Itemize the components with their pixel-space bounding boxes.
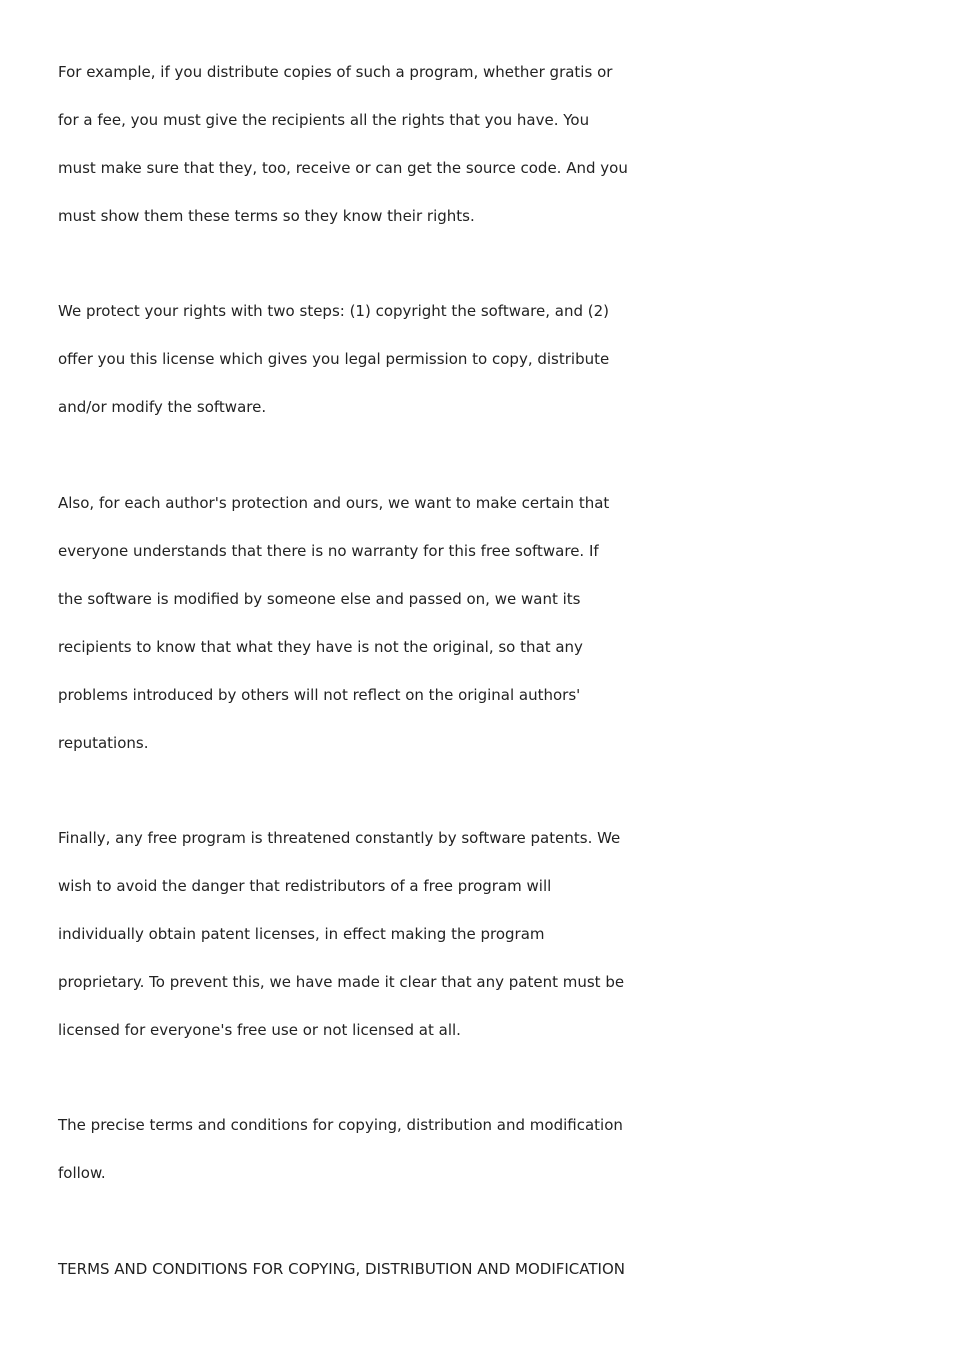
text-line: follow. <box>58 1164 106 1182</box>
text-line: recipients to know that what they have is not the original, so that any <box>58 638 583 656</box>
text-line: reputations. <box>58 734 149 752</box>
text-line: problems introduced by others will not reflect on the original authors' <box>58 686 581 704</box>
text-line: offer you this license which gives you legal permission to copy, distribute <box>58 350 610 368</box>
paragraph-precise-terms <box>58 1101 678 1197</box>
text-line: must show them these terms so they know their rights. <box>58 207 475 225</box>
text-line: wish to avoid the danger that redistributors of a free program will <box>58 877 552 895</box>
section-heading-terms-and-conditions <box>58 1245 678 1293</box>
text-line: the software is modified by someone else and passed on, we want its <box>58 590 581 608</box>
paragraph-software-patents <box>58 814 678 1054</box>
text-line: for a fee, you must give the recipients all the rights that you have. You <box>58 111 590 129</box>
text-line: must make sure that they, too, receive or can get the source code. And you <box>58 159 628 177</box>
paragraph-distribution-rights <box>58 48 678 240</box>
paragraph-no-warranty <box>58 479 678 767</box>
text-line: and/or modify the software. <box>58 398 267 416</box>
text-line: For example, if you distribute copies of such a program, whether gratis or <box>58 63 613 81</box>
text-line: The precise terms and conditions for copying, distribution and modification <box>58 1116 623 1134</box>
text-line: Finally, any free program is threatened constantly by software patents. We <box>58 829 621 847</box>
text-line: We protect your rights with two steps: (1) copyright the software, and (2) <box>58 302 610 320</box>
text-line: TERMS AND CONDITIONS FOR COPYING, DISTRIBUTION AND MODIFICATION <box>58 1260 625 1278</box>
text-line: everyone understands that there is no warranty for this free software. If <box>58 542 599 560</box>
text-line: individually obtain patent licenses, in effect making the program <box>58 925 545 943</box>
paragraph-protect-rights <box>58 287 678 431</box>
text-line: Also, for each author's protection and ours, we want to make certain that <box>58 494 610 512</box>
text-line: licensed for everyone's free use or not licensed at all. <box>58 1021 461 1039</box>
text-line: proprietary. To prevent this, we have made it clear that any patent must be <box>58 973 625 991</box>
